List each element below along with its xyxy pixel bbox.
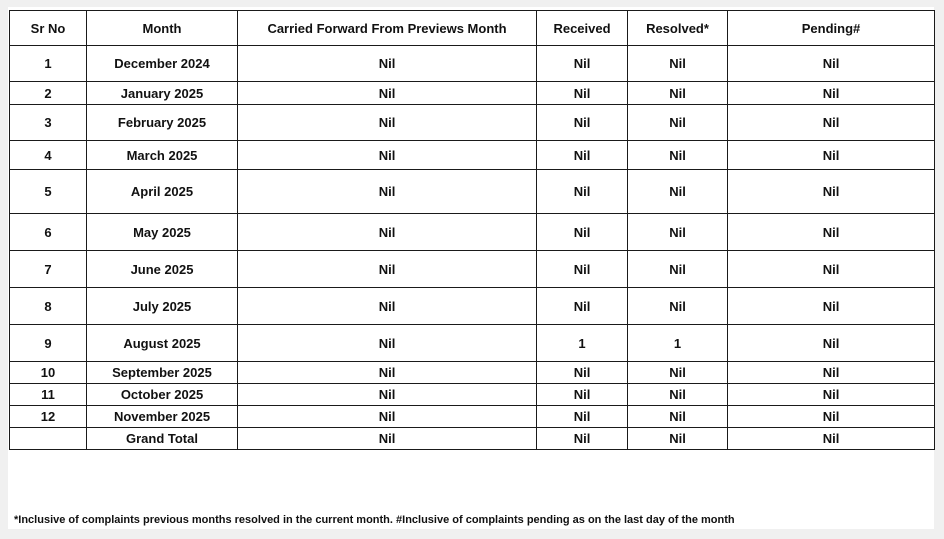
table-row — [10, 325, 935, 362]
cell-pending: Nil — [728, 362, 935, 384]
cell-received: Nil — [537, 82, 628, 105]
cell-pending: Nil — [728, 214, 935, 251]
total-cell-resolved: Nil — [628, 428, 728, 450]
cell-received: Nil — [537, 406, 628, 428]
table-row — [10, 214, 935, 251]
header-sr-no: Sr No — [10, 11, 87, 46]
cell-month: September 2025 — [87, 362, 238, 384]
cell-received: Nil — [537, 46, 628, 82]
cell-received: Nil — [537, 170, 628, 214]
cell-received: Nil — [537, 288, 628, 325]
cell-resolved: Nil — [628, 141, 728, 170]
footnote: *Inclusive of complaints previous months resolved in the current month. #Inclusive of complaints pending as on the last day of the month — [14, 514, 735, 526]
header-resolved: Resolved* — [628, 11, 728, 46]
cell-month: November 2025 — [87, 406, 238, 428]
cell-pending: Nil — [728, 46, 935, 82]
cell-received: Nil — [537, 105, 628, 141]
total-cell-carried-forward: Nil — [238, 428, 537, 450]
cell-carried-forward: Nil — [238, 406, 537, 428]
table-row — [10, 141, 935, 170]
header-month: Month — [87, 11, 238, 46]
cell-resolved: Nil — [628, 251, 728, 288]
cell-resolved: Nil — [628, 384, 728, 406]
cell-carried-forward: Nil — [238, 170, 537, 214]
cell-sr-no: 8 — [10, 288, 87, 325]
cell-sr-no: 2 — [10, 82, 87, 105]
cell-sr-no: 5 — [10, 170, 87, 214]
cell-carried-forward: Nil — [238, 141, 537, 170]
grand-total-row — [10, 428, 935, 450]
cell-resolved: Nil — [628, 362, 728, 384]
table-row — [10, 288, 935, 325]
total-cell-month: Grand Total — [87, 428, 238, 450]
complaints-table — [9, 10, 935, 450]
cell-pending: Nil — [728, 384, 935, 406]
cell-resolved: Nil — [628, 105, 728, 141]
cell-sr-no: 11 — [10, 384, 87, 406]
table-body — [10, 46, 935, 450]
cell-carried-forward: Nil — [238, 362, 537, 384]
cell-received: 1 — [537, 325, 628, 362]
table-row — [10, 46, 935, 82]
cell-resolved: Nil — [628, 46, 728, 82]
table-row — [10, 251, 935, 288]
cell-resolved: Nil — [628, 214, 728, 251]
cell-carried-forward: Nil — [238, 384, 537, 406]
header-carried-forward: Carried Forward From Previews Month — [238, 11, 537, 46]
cell-pending: Nil — [728, 82, 935, 105]
cell-received: Nil — [537, 214, 628, 251]
cell-resolved: Nil — [628, 170, 728, 214]
cell-sr-no: 1 — [10, 46, 87, 82]
cell-received: Nil — [537, 362, 628, 384]
cell-pending: Nil — [728, 170, 935, 214]
cell-month: June 2025 — [87, 251, 238, 288]
cell-carried-forward: Nil — [238, 105, 537, 141]
table-header-row — [10, 11, 935, 46]
cell-resolved: Nil — [628, 288, 728, 325]
cell-pending: Nil — [728, 141, 935, 170]
cell-received: Nil — [537, 141, 628, 170]
cell-pending: Nil — [728, 251, 935, 288]
table-row — [10, 170, 935, 214]
cell-month: July 2025 — [87, 288, 238, 325]
cell-month: February 2025 — [87, 105, 238, 141]
table-row — [10, 406, 935, 428]
cell-month: October 2025 — [87, 384, 238, 406]
cell-carried-forward: Nil — [238, 82, 537, 105]
cell-sr-no: 9 — [10, 325, 87, 362]
table-row — [10, 384, 935, 406]
cell-resolved: 1 — [628, 325, 728, 362]
cell-resolved: Nil — [628, 406, 728, 428]
header-received: Received — [537, 11, 628, 46]
cell-month: December 2024 — [87, 46, 238, 82]
cell-pending: Nil — [728, 325, 935, 362]
cell-carried-forward: Nil — [238, 325, 537, 362]
report-sheet — [8, 7, 934, 529]
total-cell-sr-no — [10, 428, 87, 450]
cell-month: January 2025 — [87, 82, 238, 105]
cell-sr-no: 12 — [10, 406, 87, 428]
cell-month: August 2025 — [87, 325, 238, 362]
cell-pending: Nil — [728, 406, 935, 428]
cell-month: April 2025 — [87, 170, 238, 214]
cell-pending: Nil — [728, 105, 935, 141]
table-row — [10, 82, 935, 105]
table-row — [10, 362, 935, 384]
cell-received: Nil — [537, 384, 628, 406]
cell-carried-forward: Nil — [238, 288, 537, 325]
cell-resolved: Nil — [628, 82, 728, 105]
table-row — [10, 105, 935, 141]
total-cell-received: Nil — [537, 428, 628, 450]
cell-carried-forward: Nil — [238, 46, 537, 82]
cell-carried-forward: Nil — [238, 251, 537, 288]
cell-month: March 2025 — [87, 141, 238, 170]
cell-received: Nil — [537, 251, 628, 288]
cell-sr-no: 3 — [10, 105, 87, 141]
cell-carried-forward: Nil — [238, 214, 537, 251]
cell-sr-no: 10 — [10, 362, 87, 384]
cell-pending: Nil — [728, 288, 935, 325]
header-pending: Pending# — [728, 11, 935, 46]
cell-sr-no: 6 — [10, 214, 87, 251]
cell-sr-no: 7 — [10, 251, 87, 288]
total-cell-pending: Nil — [728, 428, 935, 450]
cell-sr-no: 4 — [10, 141, 87, 170]
cell-month: May 2025 — [87, 214, 238, 251]
